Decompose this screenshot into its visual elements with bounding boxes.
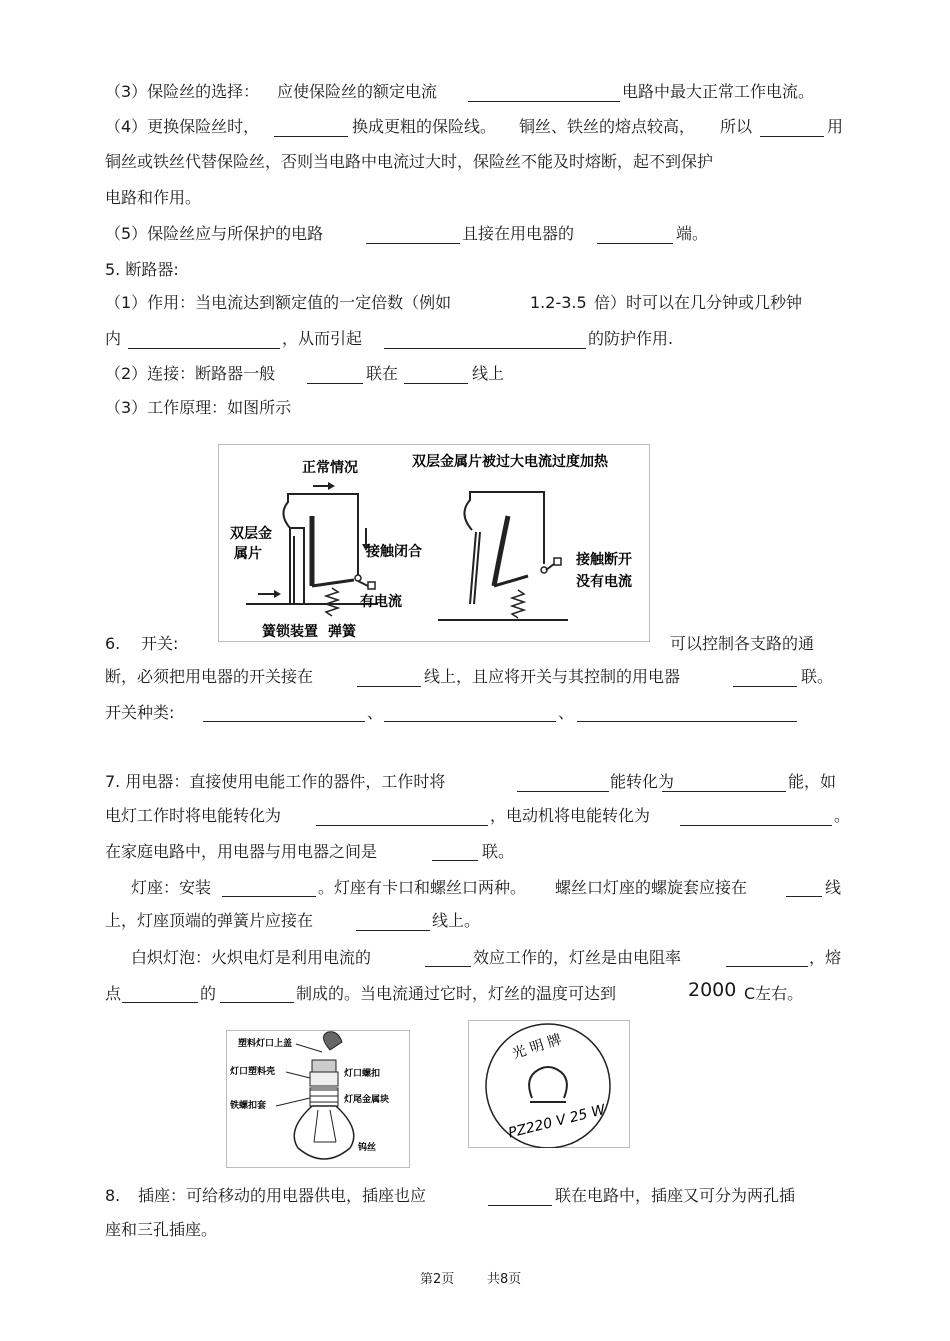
text: 点	[105, 984, 122, 1003]
text: 能转化为	[610, 772, 675, 791]
text: （3）工作原理：如图所示	[105, 398, 292, 417]
caption: 弹簧	[328, 624, 356, 640]
blank[interactable]	[366, 243, 460, 244]
caption: 铁螺扣套	[230, 1101, 267, 1111]
section-heading: 5. 断路器:	[105, 260, 179, 279]
text: （2）连接：断路器一般	[105, 364, 276, 383]
text: 端。	[676, 224, 709, 243]
caption: 灯尾金属块	[344, 1095, 390, 1105]
caption: 塑料灯口上盖	[238, 1039, 293, 1049]
blank[interactable]	[222, 896, 316, 897]
text: 线	[825, 878, 842, 897]
text: （4）更换保险丝时，	[105, 117, 260, 136]
text: 螺丝口灯座的螺旋套应接在	[555, 878, 748, 897]
caption: 灯口螺扣	[344, 1069, 381, 1079]
caption: 没有电流	[576, 574, 632, 590]
text: 、	[558, 703, 575, 722]
text: （3）保险丝的选择：	[105, 82, 260, 101]
text: 。	[834, 806, 851, 825]
blank[interactable]	[432, 860, 478, 861]
text: 应使保险丝的额定电流	[277, 82, 438, 101]
text: ，从而引起	[282, 329, 363, 348]
blank[interactable]	[517, 791, 609, 792]
blank[interactable]	[128, 348, 280, 349]
text: 2000	[688, 979, 737, 1001]
text: 灯座：安装	[131, 878, 212, 897]
text: 开关种类:	[105, 703, 175, 722]
caption: 双层金	[230, 526, 272, 542]
blank[interactable]	[662, 791, 786, 792]
text: 联。	[801, 667, 834, 686]
caption: 属片	[234, 546, 262, 562]
caption: 灯口塑料壳	[230, 1067, 276, 1077]
text: 的防护作用.	[588, 329, 674, 348]
text: 线上	[472, 364, 505, 383]
blank[interactable]	[597, 243, 673, 244]
text: 制成的。当电流通过它时，灯丝的温度可达到	[296, 984, 617, 1003]
blank[interactable]	[356, 930, 430, 931]
section-heading: 6.	[105, 634, 121, 653]
bulb-label-diagram	[468, 1020, 630, 1148]
bulb-diagram	[226, 1030, 410, 1168]
breaker-diagram	[218, 444, 650, 642]
text: 且接在用电器的	[462, 224, 575, 243]
text: 座和三孔插座。	[105, 1220, 218, 1239]
bulb-figure	[226, 1030, 410, 1168]
text: 内	[105, 329, 122, 348]
text: 开关:	[141, 634, 179, 653]
blank[interactable]	[203, 721, 365, 722]
blank[interactable]	[425, 966, 471, 967]
text: 联。	[482, 842, 515, 861]
text: 联在	[366, 364, 399, 383]
text: ，电动机将电能转化为	[490, 806, 651, 825]
blank[interactable]	[384, 721, 556, 722]
text: 线上。	[432, 911, 481, 930]
text: 7. 用电器：直接使用电能工作的器件，工作时将	[105, 772, 446, 791]
caption: 簧锁装置	[262, 624, 318, 640]
blank[interactable]	[357, 686, 421, 687]
blank[interactable]	[468, 101, 620, 102]
caption: PZ220 V 25 W	[506, 1101, 608, 1142]
caption: 钨丝	[358, 1143, 377, 1153]
blank[interactable]	[316, 825, 488, 826]
text: 的	[200, 984, 217, 1003]
blank[interactable]	[274, 136, 348, 137]
text: C左右。	[744, 984, 804, 1003]
blank[interactable]	[488, 1205, 552, 1206]
text: 铜丝、铁丝的熔点较高，	[519, 117, 696, 136]
text: 换成更粗的保险线。	[352, 117, 497, 136]
blank[interactable]	[307, 383, 363, 384]
text: 线上，且应将开关与其控制的用电器	[424, 667, 681, 686]
blank[interactable]	[404, 383, 468, 384]
page-number: 第2页	[420, 1272, 455, 1287]
text: 用	[827, 117, 844, 136]
text: 上，灯座顶端的弹簧片应接在	[105, 911, 314, 930]
text: 白炽灯泡：火炽电灯是利用电流的	[131, 948, 372, 967]
text: 效应工作的，灯丝是由电阻率	[473, 948, 682, 967]
text: 可以控制各支路的通	[670, 634, 815, 653]
text: ，熔	[809, 948, 842, 967]
caption: 接触断开	[576, 552, 632, 568]
bulb-label-figure	[468, 1020, 630, 1148]
text: 、	[367, 703, 384, 722]
text: 1.2-3.5	[530, 293, 587, 312]
caption: 接触闭合	[366, 544, 422, 560]
text: 断，必须把用电器的开关接在	[105, 667, 314, 686]
text: 插座：可给移动的用电器供电，插座也应	[138, 1186, 427, 1205]
text: 所以	[720, 117, 753, 136]
caption: 光 明 牌	[510, 1031, 564, 1063]
text: 能，如	[788, 772, 837, 791]
breaker-figure	[218, 444, 650, 642]
blank[interactable]	[733, 686, 797, 687]
text: 。灯座有卡口和螺丝口两种。	[318, 878, 527, 897]
text: 电路中最大正常工作电流。	[622, 82, 815, 101]
blank[interactable]	[680, 825, 832, 826]
caption: 有电流	[360, 594, 402, 610]
text: 联在电路中，插座又可分为两孔插	[555, 1186, 796, 1205]
text: （1）作用：当电流达到额定值的一定倍数（例如	[105, 293, 452, 312]
blank[interactable]	[577, 721, 797, 722]
text: 倍）时可以在几分钟或几秒钟	[594, 293, 803, 312]
text: 在家庭电路中，用电器与用电器之间是	[105, 842, 378, 861]
caption: 双层金属片被过大电流过度加热	[412, 454, 608, 470]
blank[interactable]	[122, 1002, 198, 1003]
blank[interactable]	[786, 896, 822, 897]
section-heading: 8.	[105, 1186, 121, 1205]
blank[interactable]	[384, 348, 586, 349]
blank[interactable]	[760, 136, 824, 137]
text: （5）保险丝应与所保护的电路	[105, 224, 324, 243]
text: 铜丝或铁丝代替保险丝，否则当电路中电流过大时，保险丝不能及时熔断，起不到保护	[105, 152, 714, 171]
text: 电路和作用。	[105, 188, 202, 207]
caption: 正常情况	[302, 460, 358, 476]
blank[interactable]	[726, 966, 808, 967]
page-total: 共8页	[487, 1272, 522, 1287]
text: 电灯工作时将电能转化为	[105, 806, 282, 825]
blank[interactable]	[220, 1002, 294, 1003]
